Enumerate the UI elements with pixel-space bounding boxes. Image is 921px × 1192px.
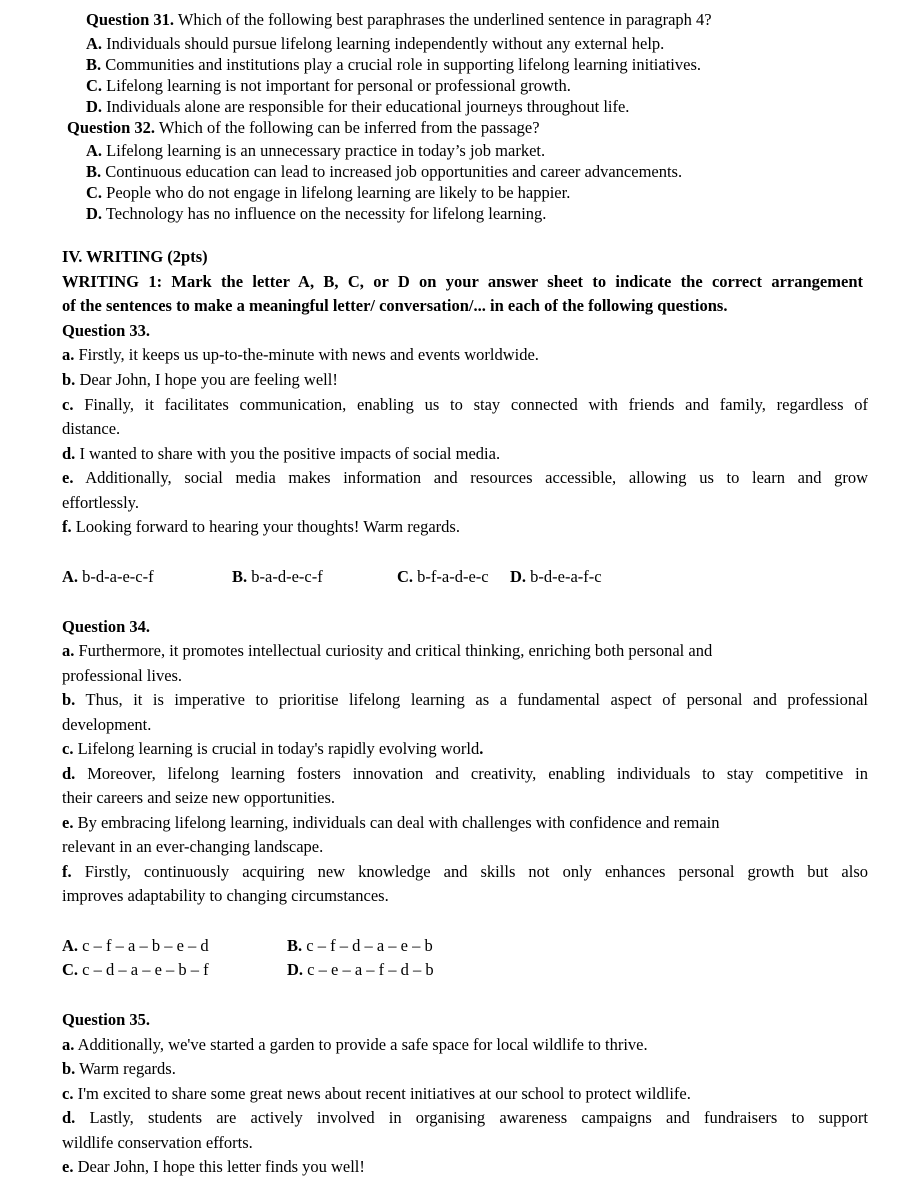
- option-text: Technology has no influence on the necessity for lifelong learning.: [105, 204, 547, 223]
- answer-text: c – f – a – b – e – d: [82, 936, 209, 955]
- item-c: [62, 1083, 691, 1105]
- item-f: [62, 516, 460, 538]
- question-label: Question 31.: [86, 10, 175, 29]
- question-label: Question 32.: [67, 118, 156, 137]
- item-letter: b.: [62, 370, 76, 389]
- answer-letter: C.: [62, 960, 79, 979]
- answer-letter: A.: [62, 936, 79, 955]
- item-text: Warm regards.: [79, 1059, 176, 1078]
- question-32-stem: [67, 117, 540, 139]
- item-letter: b.: [62, 690, 76, 709]
- answer-option-a[interactable]: [62, 566, 154, 588]
- answer-text: c – f – d – a – e – b: [306, 936, 433, 955]
- option-text: Lifelong learning is an unnecessary practice in today’s job market.: [106, 141, 546, 160]
- item-e: [62, 812, 720, 834]
- answer-letter: D.: [287, 960, 304, 979]
- option-text: Communities and institutions play a crucial role in supporting lifelong learning initiatives.: [105, 55, 701, 74]
- item-text: Firstly, continuously acquiring new knowledge and skills not only enhances personal growth but also: [84, 862, 869, 881]
- item-e-continuation: effortlessly.: [62, 493, 139, 512]
- item-d: [62, 1107, 868, 1129]
- option-a: [86, 140, 545, 162]
- question-34-label: Question 34.: [62, 617, 151, 636]
- item-text: Additionally, social media makes information and resources accessible, allowing us to learn and grow: [85, 468, 869, 487]
- item-letter: f.: [62, 862, 72, 881]
- item-d-continuation: their careers and seize new opportunities.: [62, 788, 336, 807]
- item-text: Furthermore, it promotes intellectual curiosity and critical thinking, enriching both personal and: [78, 641, 713, 660]
- item-a: [62, 640, 712, 662]
- item-text: Lifelong learning is crucial in today's rapidly evolving world: [77, 739, 480, 758]
- option-b: [86, 161, 682, 183]
- item-text: I'm excited to share some great news about recent initiatives at our school to protect wildlife.: [77, 1084, 691, 1103]
- item-a: [62, 1034, 648, 1056]
- option-c: [86, 182, 570, 204]
- option-d: [86, 203, 546, 225]
- item-letter: d.: [62, 444, 76, 463]
- option-letter: C.: [86, 183, 103, 202]
- item-letter: d.: [62, 1108, 76, 1127]
- question-35-label: Question 35.: [62, 1010, 151, 1029]
- answer-text: c – e – a – f – d – b: [307, 960, 434, 979]
- item-text: Dear John, I hope you are feeling well!: [79, 370, 338, 389]
- option-text: Continuous education can lead to increased job opportunities and career advancements.: [105, 162, 683, 181]
- item-text: Thus, it is imperative to prioritise lifelong learning as a fundamental aspect of personal and professional: [85, 690, 868, 709]
- item-b: [62, 369, 338, 391]
- item-f-continuation: improves adaptability to changing circumstances.: [62, 886, 389, 905]
- answer-letter: B.: [232, 567, 248, 586]
- item-letter: d.: [62, 764, 76, 783]
- item-c: [62, 394, 868, 416]
- item-letter: a.: [62, 345, 75, 364]
- item-c-continuation: distance.: [62, 419, 121, 438]
- option-letter: A.: [86, 141, 103, 160]
- option-text: Individuals should pursue lifelong learning independently without any external help.: [106, 34, 665, 53]
- item-c: [62, 738, 483, 760]
- answer-text: b-d-e-a-f-c: [530, 567, 602, 586]
- answer-option-b[interactable]: [232, 566, 323, 588]
- item-text: Moreover, lifelong learning fosters innovation and creativity, enabling individuals to stay competitive in: [87, 764, 868, 783]
- item-d: [62, 443, 500, 465]
- item-e: [62, 467, 868, 489]
- option-letter: B.: [86, 55, 102, 74]
- option-letter: C.: [86, 76, 103, 95]
- item-text: Looking forward to hearing your thoughts! Warm regards.: [75, 517, 460, 536]
- option-letter: D.: [86, 204, 103, 223]
- option-c: [86, 75, 571, 97]
- option-text: People who do not engage in lifelong learning are likely to be happier.: [106, 183, 571, 202]
- item-letter: c.: [62, 395, 74, 414]
- answer-letter: D.: [510, 567, 527, 586]
- item-text: Additionally, we've started a garden to provide a safe space for local wildlife to thrive.: [77, 1035, 648, 1054]
- option-d: [86, 96, 629, 118]
- item-letter: a.: [62, 641, 75, 660]
- item-letter: f.: [62, 517, 72, 536]
- item-letter: e.: [62, 468, 74, 487]
- section-title: IV. WRITING (2pts): [62, 247, 208, 266]
- option-text: Individuals alone are responsible for their educational journeys throughout life.: [106, 97, 630, 116]
- item-a-continuation: professional lives.: [62, 666, 183, 685]
- item-text: Lastly, students are actively involved in organising awareness campaigns and fundraisers to support: [89, 1108, 868, 1127]
- answer-letter: B.: [287, 936, 303, 955]
- item-letter: c.: [62, 739, 74, 758]
- item-d: [62, 763, 868, 785]
- answer-text: b-a-d-e-c-f: [251, 567, 323, 586]
- answer-text: b-d-a-e-c-f: [82, 567, 154, 586]
- option-letter: D.: [86, 97, 103, 116]
- item-letter: a.: [62, 1035, 75, 1054]
- item-text: Finally, it facilitates communication, enabling us to stay connected with friends and family, regardless of: [84, 395, 868, 414]
- option-text: Lifelong learning is not important for personal or professional growth.: [106, 76, 571, 95]
- option-b: [86, 54, 701, 76]
- item-d-continuation: wildlife conservation efforts.: [62, 1133, 253, 1152]
- answer-letter: A.: [62, 567, 79, 586]
- option-letter: B.: [86, 162, 102, 181]
- item-b-continuation: development.: [62, 715, 152, 734]
- answer-option-c[interactable]: [397, 566, 489, 588]
- answer-option-d[interactable]: [510, 566, 602, 588]
- question-text: Which of the following best paraphrases the underlined sentence in paragraph 4?: [177, 10, 712, 29]
- item-text: Dear John, I hope this letter finds you well!: [77, 1157, 365, 1176]
- item-letter: e.: [62, 1157, 74, 1176]
- item-f: [62, 861, 868, 883]
- answer-option-c[interactable]: [62, 959, 209, 981]
- question-31-stem: [86, 9, 712, 31]
- item-letter: c.: [62, 1084, 74, 1103]
- answer-letter: C.: [397, 567, 414, 586]
- item-text: Firstly, it keeps us up-to-the-minute with news and events worldwide.: [78, 345, 539, 364]
- item-b: [62, 1058, 176, 1080]
- item-a: [62, 344, 539, 366]
- item-text: I wanted to share with you the positive impacts of social media.: [79, 444, 501, 463]
- item-e-continuation: relevant in an ever-changing landscape.: [62, 837, 324, 856]
- answer-text: c – d – a – e – b – f: [82, 960, 209, 979]
- item-e: [62, 1156, 365, 1178]
- item-b: [62, 689, 868, 711]
- section-instruction-line-1: WRITING 1: Mark the letter A, B, C, or D on your answer sheet to indicate the correct arrangement: [62, 272, 863, 291]
- item-letter: b.: [62, 1059, 76, 1078]
- item-letter: e.: [62, 813, 74, 832]
- item-trailing-period: .: [479, 739, 484, 758]
- answer-option-a[interactable]: [62, 935, 209, 957]
- answer-option-b[interactable]: [287, 935, 433, 957]
- answer-option-d[interactable]: [287, 959, 434, 981]
- option-letter: A.: [86, 34, 103, 53]
- section-instruction-line-2: of the sentences to make a meaningful letter/ conversation/... in each of the following questions.: [62, 296, 728, 315]
- item-text: By embracing lifelong learning, individuals can deal with challenges with confidence and remain: [77, 813, 720, 832]
- answer-text: b-f-a-d-e-c: [417, 567, 489, 586]
- question-33-label: Question 33.: [62, 321, 151, 340]
- question-text: Which of the following can be inferred from the passage?: [158, 118, 540, 137]
- option-a: [86, 33, 664, 55]
